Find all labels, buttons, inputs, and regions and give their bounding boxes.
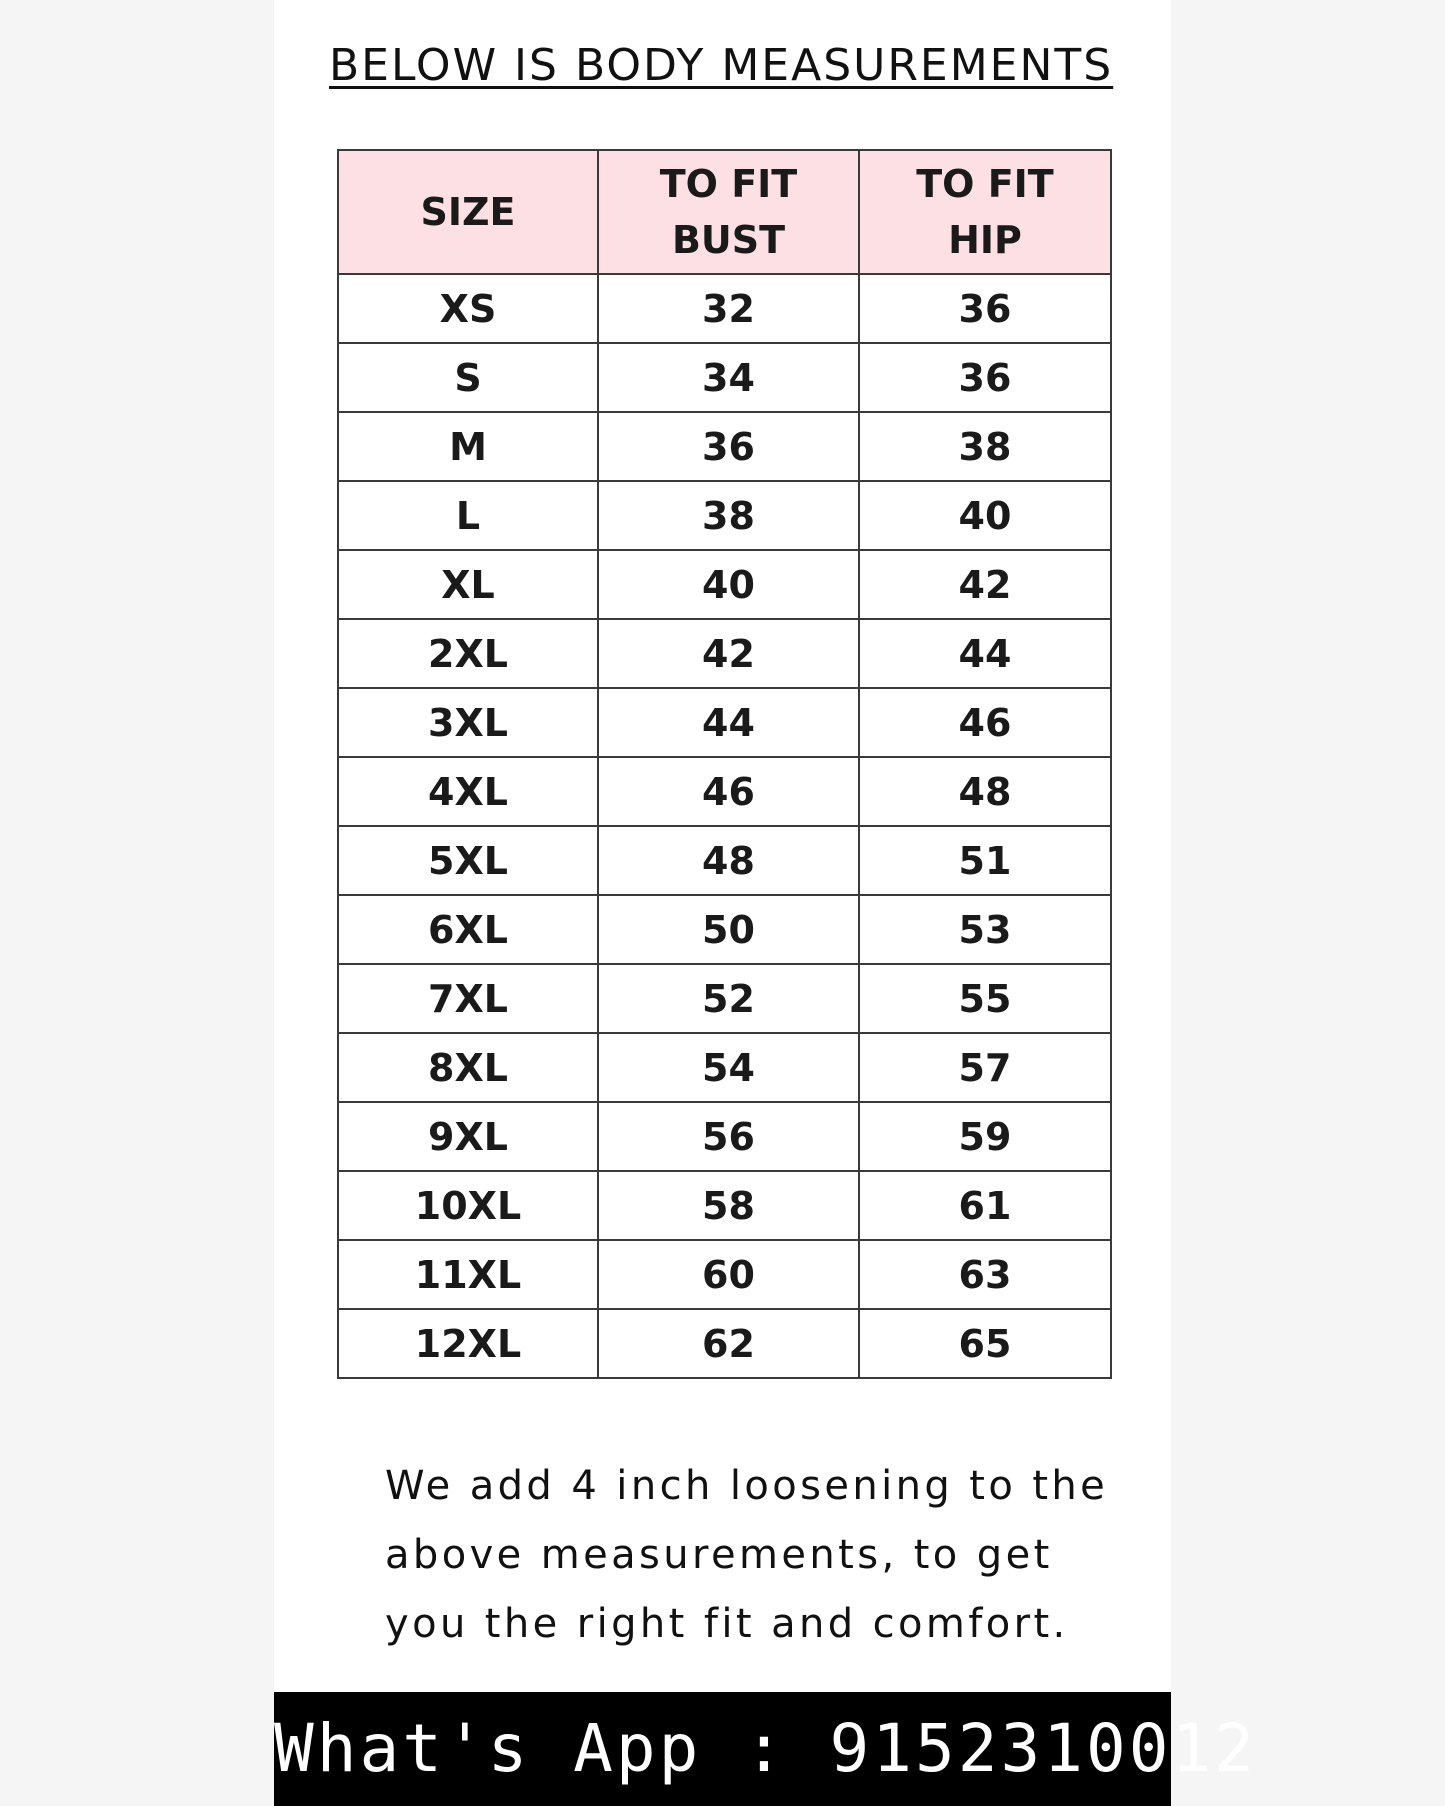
hip-cell: 65 <box>859 1309 1111 1378</box>
table-row <box>338 688 1111 757</box>
header-bust-line1: TO FIT <box>659 162 798 206</box>
bust-cell: 54 <box>598 1033 859 1102</box>
table-row <box>338 757 1111 826</box>
table-row <box>338 895 1111 964</box>
table-row <box>338 412 1111 481</box>
hip-cell: 61 <box>859 1171 1111 1240</box>
size-chart-page <box>274 0 1257 1806</box>
hip-cell: 51 <box>859 826 1111 895</box>
size-table <box>337 149 1112 1379</box>
size-cell: 4XL <box>338 757 598 826</box>
bust-cell: 46 <box>598 757 859 826</box>
size-cell: 5XL <box>338 826 598 895</box>
size-cell: 11XL <box>338 1240 598 1309</box>
header-hip-line1: TO FIT <box>916 162 1054 206</box>
table-row <box>338 1240 1111 1309</box>
bust-cell: 48 <box>598 826 859 895</box>
table-row <box>338 550 1111 619</box>
hip-cell: 36 <box>859 274 1111 343</box>
bust-cell: 52 <box>598 964 859 1033</box>
bust-cell: 36 <box>598 412 859 481</box>
size-rows <box>338 274 1111 1378</box>
hip-cell: 48 <box>859 757 1111 826</box>
bust-cell: 38 <box>598 481 859 550</box>
size-cell: S <box>338 343 598 412</box>
note-line-2: above measurements, to get <box>385 1532 1053 1578</box>
whatsapp-contact-bar: What's App : 9152310012 <box>274 1692 1171 1806</box>
bust-cell: 56 <box>598 1102 859 1171</box>
bust-cell: 40 <box>598 550 859 619</box>
header-size <box>338 150 598 274</box>
table-row <box>338 274 1111 343</box>
table-row <box>338 619 1111 688</box>
header-size-label: SIZE <box>420 190 516 234</box>
size-cell: 7XL <box>338 964 598 1033</box>
header-hip <box>859 150 1111 274</box>
hip-cell: 40 <box>859 481 1111 550</box>
hip-cell: 42 <box>859 550 1111 619</box>
header-bust-line2: BUST <box>671 218 786 262</box>
page-title: BELOW IS BODY MEASUREMENTS <box>329 40 1114 91</box>
hip-cell: 44 <box>859 619 1111 688</box>
hip-cell: 36 <box>859 343 1111 412</box>
table-row <box>338 964 1111 1033</box>
hip-cell: 57 <box>859 1033 1111 1102</box>
note-line-3: you the right fit and comfort. <box>385 1601 1069 1647</box>
table-row <box>338 1309 1111 1378</box>
size-cell: 6XL <box>338 895 598 964</box>
bust-cell: 32 <box>598 274 859 343</box>
loosening-note <box>385 1452 1155 1659</box>
size-cell: 10XL <box>338 1171 598 1240</box>
bust-cell: 50 <box>598 895 859 964</box>
table-header-row <box>338 150 1111 274</box>
table-row <box>338 1102 1111 1171</box>
size-cell: 9XL <box>338 1102 598 1171</box>
bust-cell: 34 <box>598 343 859 412</box>
note-line-1: We add 4 inch loosening to the <box>385 1463 1109 1509</box>
size-cell: 3XL <box>338 688 598 757</box>
hip-cell: 53 <box>859 895 1111 964</box>
size-cell: 12XL <box>338 1309 598 1378</box>
table-row <box>338 343 1111 412</box>
size-cell: XL <box>338 550 598 619</box>
size-cell: L <box>338 481 598 550</box>
size-cell: XS <box>338 274 598 343</box>
header-hip-line2: HIP <box>948 218 1022 262</box>
bust-cell: 44 <box>598 688 859 757</box>
bust-cell: 60 <box>598 1240 859 1309</box>
header-bust <box>598 150 859 274</box>
hip-cell: 55 <box>859 964 1111 1033</box>
table-row <box>338 481 1111 550</box>
table-row <box>338 1033 1111 1102</box>
hip-cell: 59 <box>859 1102 1111 1171</box>
hip-cell: 63 <box>859 1240 1111 1309</box>
hip-cell: 38 <box>859 412 1111 481</box>
size-cell: M <box>338 412 598 481</box>
size-cell: 8XL <box>338 1033 598 1102</box>
hip-cell: 46 <box>859 688 1111 757</box>
table-row <box>338 826 1111 895</box>
table-row <box>338 1171 1111 1240</box>
bust-cell: 58 <box>598 1171 859 1240</box>
size-cell: 2XL <box>338 619 598 688</box>
bust-cell: 42 <box>598 619 859 688</box>
bust-cell: 62 <box>598 1309 859 1378</box>
